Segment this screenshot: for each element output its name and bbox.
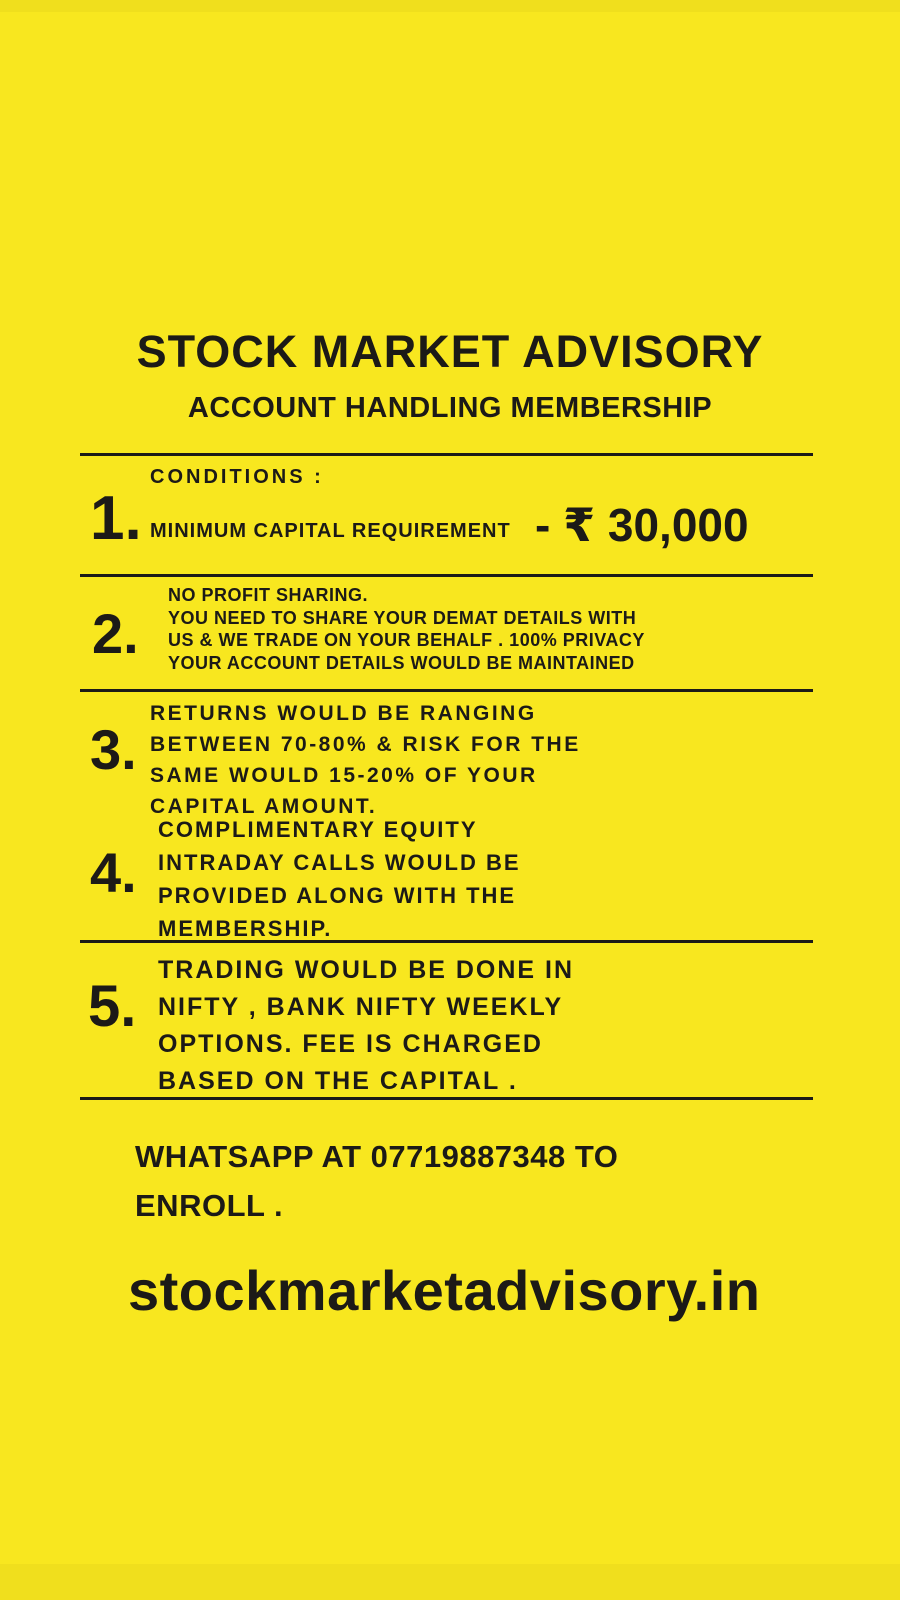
poster-title: STOCK MARKET ADVISORY (136, 326, 764, 377)
section-divider (80, 1097, 813, 1100)
item-4-line: INTRADAY CALLS WOULD BE (158, 850, 521, 875)
item-3-number: 3. (90, 718, 137, 781)
section-divider (80, 453, 813, 456)
bottom-edge-strip (0, 1564, 900, 1600)
conditions-label: CONDITIONS : (150, 466, 324, 488)
item-3-text (150, 698, 581, 822)
item-2-line: US & WE TRADE ON YOUR BEHALF . 100% PRIVACY (168, 630, 645, 650)
website-url: stockmarketadvisory.in (128, 1259, 761, 1322)
item-3-line: SAME WOULD 15-20% OF YOUR (150, 764, 538, 787)
item-5-line: NIFTY , BANK NIFTY WEEKLY (158, 993, 564, 1021)
item-4-text (158, 813, 521, 945)
item-5-line: TRADING WOULD BE DONE IN (158, 956, 575, 984)
item-1-label: MINIMUM CAPITAL REQUIREMENT (150, 520, 511, 542)
item-4-line: COMPLIMENTARY EQUITY (158, 817, 478, 842)
item-1-number: 1. (90, 484, 142, 553)
item-5-line: BASED ON THE CAPITAL . (158, 1067, 518, 1095)
item-1-capital-value: - ₹ 30,000 (535, 499, 749, 551)
item-2-text (168, 584, 645, 674)
item-5-text (158, 952, 574, 1100)
item-4-line: PROVIDED ALONG WITH THE (158, 883, 517, 908)
item-2-line: YOUR ACCOUNT DETAILS WOULD BE MAINTAINED (168, 652, 635, 673)
item-5-line: OPTIONS. FEE IS CHARGED (158, 1030, 543, 1058)
item-2-number: 2. (92, 602, 139, 665)
section-divider (80, 689, 813, 692)
item-2-line: YOU NEED TO SHARE YOUR DEMAT DETAILS WITH (168, 607, 637, 628)
section-divider (80, 574, 813, 577)
item-3-line: BETWEEN 70-80% & RISK FOR THE (150, 733, 581, 756)
item-4-line: MEMBERSHIP. (158, 916, 333, 941)
item-4-number: 4. (90, 841, 137, 904)
item-5-number: 5. (88, 974, 137, 1039)
item-3-line: CAPITAL AMOUNT. (150, 795, 378, 818)
section-divider (80, 940, 813, 943)
poster-subtitle: ACCOUNT HANDLING MEMBERSHIP (187, 392, 713, 424)
top-edge-strip (0, 0, 900, 12)
item-3-line: RETURNS WOULD BE RANGING (150, 702, 537, 725)
whatsapp-enroll-text: WHATSAPP AT 07719887348 TO ENROLL . (135, 1139, 619, 1223)
item-2-line: NO PROFIT SHARING. (168, 585, 369, 605)
